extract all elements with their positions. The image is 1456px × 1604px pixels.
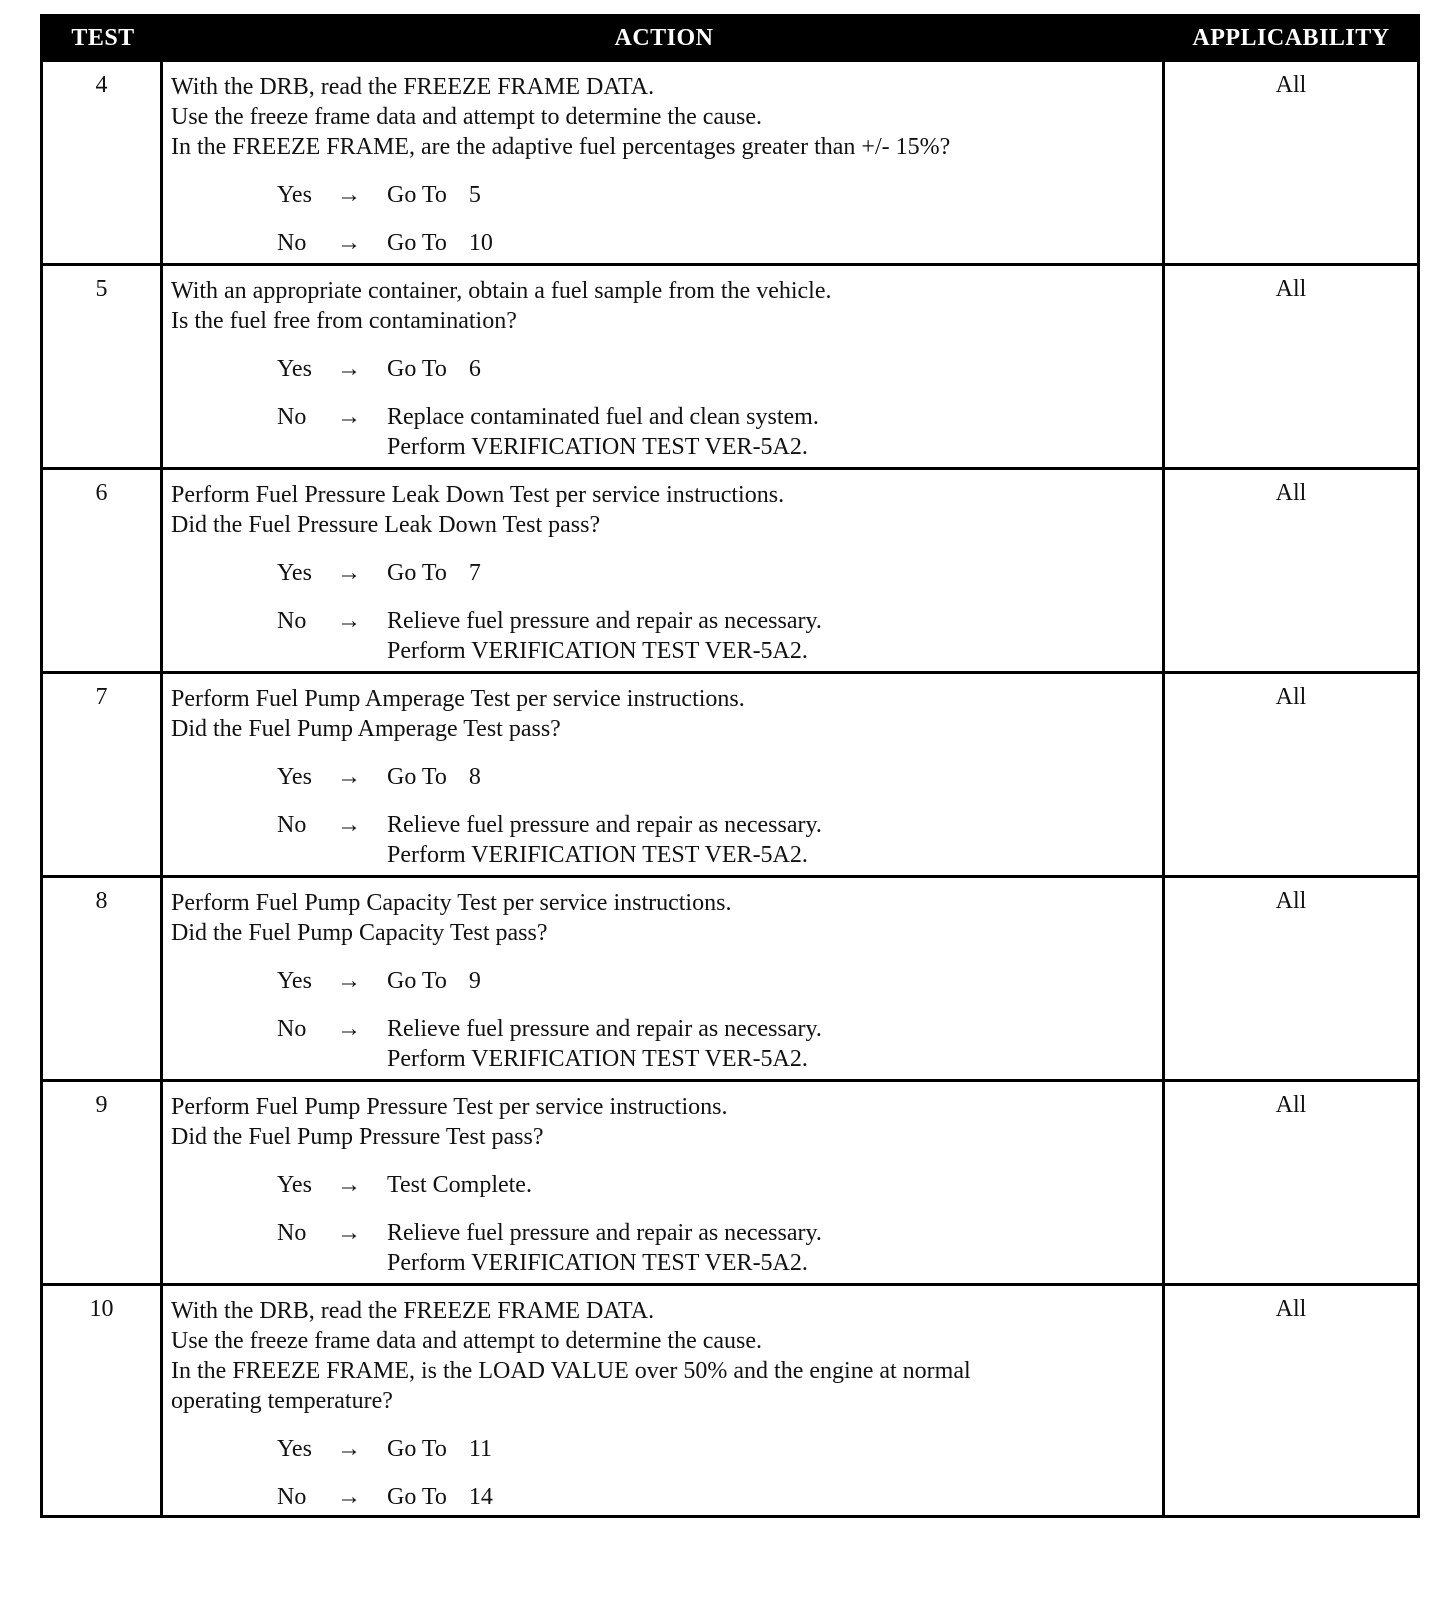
action-line: Perform Fuel Pump Capacity Test per service instructions. [171, 890, 732, 916]
action-line: With an appropriate container, obtain a fuel sample from the vehicle. [171, 278, 832, 304]
goto-number: 9 [468, 968, 481, 994]
yes-label: Yes [277, 1436, 312, 1462]
result-text-2: Perform VERIFICATION TEST VER-5A2. [387, 1046, 808, 1072]
yes-label: Yes [277, 560, 312, 586]
test-number: 10 [43, 1286, 163, 1515]
yes-label: Yes [277, 764, 312, 790]
goto-number: 11 [468, 1436, 492, 1462]
test-number: 6 [43, 470, 163, 671]
right-arrow-icon: → [337, 764, 361, 790]
no-label: No [277, 1220, 307, 1246]
table-body [43, 59, 1417, 1515]
no-result [387, 1482, 1162, 1512]
result-text: Relieve fuel pressure and repair as necessary. [387, 812, 822, 838]
result-text: Go To [387, 356, 447, 382]
goto-number: 8 [468, 764, 481, 790]
result-text-2: Perform VERIFICATION TEST VER-5A2. [387, 842, 808, 868]
action-line: With the DRB, read the FREEZE FRAME DATA. [171, 1298, 655, 1324]
action-line: Did the Fuel Pump Pressure Test pass? [171, 1124, 544, 1150]
action-line: In the FREEZE FRAME, is the LOAD VALUE over 50% and the engine at normal [171, 1358, 971, 1384]
action-text [171, 276, 1162, 336]
result-text-2: Perform VERIFICATION TEST VER-5A2. [387, 638, 808, 664]
no-result [387, 1014, 1162, 1074]
result-text: Relieve fuel pressure and repair as necessary. [387, 608, 822, 634]
action-cell [163, 878, 1165, 1079]
yes-result [387, 180, 1162, 210]
yes-option [277, 966, 1162, 996]
action-line: Perform Fuel Pump Pressure Test per service instructions. [171, 1094, 728, 1120]
header-test: TEST [71, 24, 135, 51]
result-text: Relieve fuel pressure and repair as necessary. [387, 1016, 822, 1042]
no-option [277, 1218, 1162, 1278]
result-text: Replace contaminated fuel and clean system. [387, 404, 819, 430]
yes-option [277, 1434, 1162, 1464]
result-text: Go To [387, 1484, 447, 1510]
yes-option [277, 180, 1162, 210]
no-label: No [277, 812, 307, 838]
goto-number: 5 [468, 182, 481, 208]
yes-result [387, 966, 1162, 996]
table-row [43, 1079, 1417, 1283]
action-cell [163, 470, 1165, 671]
action-line: Did the Fuel Pump Capacity Test pass? [171, 920, 548, 946]
yes-option [277, 354, 1162, 384]
no-result [387, 606, 1162, 666]
test-number: 4 [43, 62, 163, 263]
action-line: Perform Fuel Pressure Leak Down Test per service instructions. [171, 482, 785, 508]
right-arrow-icon: → [337, 1436, 361, 1462]
no-label: No [277, 608, 307, 634]
no-label: No [277, 1016, 307, 1042]
right-arrow-icon: → [337, 1484, 361, 1510]
right-arrow-icon: → [337, 182, 361, 208]
right-arrow-icon: → [337, 356, 361, 382]
applicability-cell: All [1275, 1296, 1307, 1322]
yes-result [387, 354, 1162, 384]
header-action: ACTION [614, 24, 714, 51]
action-text [171, 72, 1162, 162]
applicability-cell: All [1275, 684, 1307, 710]
table-row [43, 875, 1417, 1079]
result-text: Go To [387, 1436, 447, 1462]
action-text [171, 888, 1162, 948]
right-arrow-icon: → [337, 1016, 361, 1042]
result-text: Go To [387, 182, 447, 208]
action-line: Is the fuel free from contamination? [171, 308, 517, 334]
action-cell [163, 266, 1165, 467]
action-line: With the DRB, read the FREEZE FRAME DATA. [171, 74, 655, 100]
result-text-2: Perform VERIFICATION TEST VER-5A2. [387, 1250, 808, 1276]
no-option [277, 1014, 1162, 1074]
goto-number: 6 [468, 356, 481, 382]
yes-label: Yes [277, 182, 312, 208]
no-result [387, 1218, 1162, 1278]
goto-number: 10 [468, 230, 493, 256]
no-label: No [277, 230, 307, 256]
result-text: Go To [387, 764, 447, 790]
yes-label: Yes [277, 968, 312, 994]
goto-number: 7 [468, 560, 481, 586]
action-cell [163, 674, 1165, 875]
right-arrow-icon: → [337, 608, 361, 634]
no-result [387, 402, 1162, 462]
table-row [43, 671, 1417, 875]
applicability-cell: All [1275, 1092, 1307, 1118]
action-line: Did the Fuel Pump Amperage Test pass? [171, 716, 561, 742]
yes-result [387, 1170, 1162, 1200]
table-row [43, 263, 1417, 467]
yes-label: Yes [277, 356, 312, 382]
right-arrow-icon: → [337, 404, 361, 430]
yes-option [277, 558, 1162, 588]
test-number: 7 [43, 674, 163, 875]
right-arrow-icon: → [337, 812, 361, 838]
applicability-cell: All [1275, 276, 1307, 302]
action-text [171, 480, 1162, 540]
result-text: Relieve fuel pressure and repair as necessary. [387, 1220, 822, 1246]
action-line: Use the freeze frame data and attempt to determine the cause. [171, 104, 763, 130]
table-header [43, 17, 1417, 59]
action-cell [163, 1082, 1165, 1283]
diagnostic-table [40, 14, 1420, 1518]
action-cell [163, 62, 1165, 263]
yes-label: Yes [277, 1172, 312, 1198]
right-arrow-icon: → [337, 230, 361, 256]
yes-option [277, 762, 1162, 792]
test-number: 5 [43, 266, 163, 467]
applicability-cell: All [1275, 72, 1307, 98]
right-arrow-icon: → [337, 1220, 361, 1246]
action-line: In the FREEZE FRAME, are the adaptive fuel percentages greater than +/- 15%? [171, 134, 951, 160]
right-arrow-icon: → [337, 1172, 361, 1198]
table-row [43, 1283, 1417, 1515]
test-number: 8 [43, 878, 163, 1079]
yes-result [387, 762, 1162, 792]
action-line: Did the Fuel Pressure Leak Down Test pass? [171, 512, 601, 538]
applicability-cell: All [1275, 480, 1307, 506]
yes-result [387, 558, 1162, 588]
no-result [387, 810, 1162, 870]
action-text [171, 684, 1162, 744]
goto-number: 14 [468, 1484, 493, 1510]
result-text: Test Complete. [387, 1172, 532, 1198]
result-text: Go To [387, 560, 447, 586]
applicability-cell: All [1275, 888, 1307, 914]
right-arrow-icon: → [337, 560, 361, 586]
action-line: operating temperature? [171, 1388, 393, 1414]
no-option [277, 810, 1162, 870]
action-line: Perform Fuel Pump Amperage Test per service instructions. [171, 686, 745, 712]
action-cell [163, 1286, 1165, 1515]
result-text-2: Perform VERIFICATION TEST VER-5A2. [387, 434, 808, 460]
no-result [387, 228, 1162, 258]
action-text [171, 1296, 1162, 1416]
no-option [277, 1482, 1162, 1512]
yes-result [387, 1434, 1162, 1464]
no-option [277, 228, 1162, 258]
table-row [43, 59, 1417, 263]
action-line: Use the freeze frame data and attempt to determine the cause. [171, 1328, 763, 1354]
result-text: Go To [387, 230, 447, 256]
header-applicability: APPLICABILITY [1192, 24, 1390, 51]
table-row [43, 467, 1417, 671]
no-option [277, 402, 1162, 462]
no-option [277, 606, 1162, 666]
test-number: 9 [43, 1082, 163, 1283]
no-label: No [277, 404, 307, 430]
yes-option [277, 1170, 1162, 1200]
action-text [171, 1092, 1162, 1152]
no-label: No [277, 1484, 307, 1510]
result-text: Go To [387, 968, 447, 994]
right-arrow-icon: → [337, 968, 361, 994]
